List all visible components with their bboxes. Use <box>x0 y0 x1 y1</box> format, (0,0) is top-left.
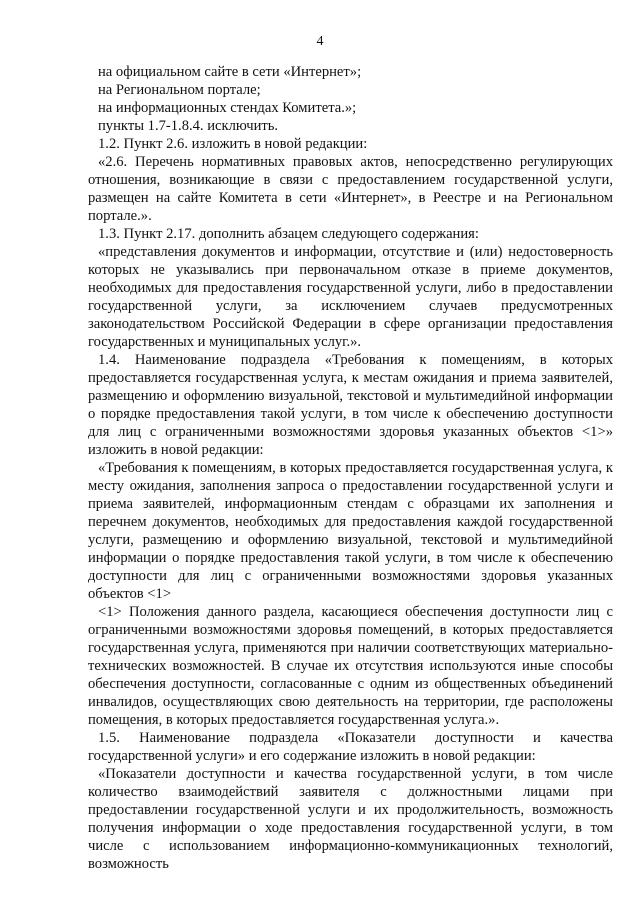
paragraph-1-5: 1.5. Наименование подраздела «Показатели доступности и качества государственной услуги» и его содержание изложить в новой редакции: <box>88 730 613 764</box>
paragraph-item-1: на официальном сайте в сети «Интернет»; <box>98 64 362 80</box>
paragraph-requirements-title: «Требования к помещениям, в которых предоставляется государственная услуга, к месту ожидания, заполнения запроса о предоставлении государственной услуги и приема заявителей, информационным стендам с образцами их заполнения и перечнем документов, необходимых для предоставления каждой государственной услуги, размещению и оформлению визуальной, текстовой и мультимедийной информации о порядке предоставления такой услуги, в том числе к обеспечению доступности для лиц с ограниченными возможностями здоровья указанных объектов <1> <box>88 460 613 602</box>
document-body <box>88 63 613 873</box>
paragraph-item-2: на Региональном портале; <box>98 82 261 98</box>
paragraph-1-4: 1.4. Наименование подраздела «Требования к помещениям, в которых предоставляется государственная услуга, к местам ожидания и приема заявителей, размещению и оформлению визуальной, текстовой и мультимедийной информации о порядке предоставления такой услуги, в том числе к обеспечению доступности для лиц с ограниченными возможностями здоровья указанных объектов <1>» изложить в новой редакции: <box>88 352 613 458</box>
page-number: 4 <box>316 34 324 49</box>
paragraph-footnote-1: <1> Положения данного раздела, касающиеся обеспечения доступности лиц с ограниченными возможностями здоровья помещений, в которых предоставляется государственная услуга, применяются при наличии соответствующих материально-технических возможностей. В случае их отсутствия используются иные способы обеспечения доступности, согласованные с одним из общественных объединений инвалидов, осуществляющих свою деятельность на территории, где расположены помещения, в которых предоставляется государственная услуга.». <box>88 604 613 728</box>
paragraph-1-3: 1.3. Пункт 2.17. дополнить абзацем следующего содержания: <box>98 226 479 242</box>
paragraph-item-4: пункты 1.7-1.8.4. исключить. <box>98 118 279 134</box>
paragraph-2-17-addition: «представления документов и информации, отсутствие и (или) недостоверность которых не указывались при первоначальном отказе в приеме документов, необходимых для предоставления государственной услуги, либо в предоставлении государственной услуги, за исключением случаев предусмотренных законодательством Российской Федерации в сфере организации предоставления государственных и муниципальных услуг.». <box>88 244 613 350</box>
paragraph-1-2: 1.2. Пункт 2.6. изложить в новой редакции: <box>98 136 368 152</box>
paragraph-indicators-text: «Показатели доступности и качества государственной услуги, в том числе количество взаимодействий заявителя с должностными лицами при предоставлении государственной услуги и их продолжительность, возможность получения информации о ходе предоставления государственной услуги, в том числе с использованием информационно-коммуникационных технологий, возможность <box>88 766 613 872</box>
paragraph-2-6-text: «2.6. Перечень нормативных правовых актов, непосредственно регулирующих отношения, возникающие в связи с предоставлением государственной услуги, размещен на сайте Комитета в сети «Интернет», в Реестре и на Региональном портале.». <box>88 154 613 224</box>
paragraph-item-3: на информационных стендах Комитета.»; <box>98 100 357 116</box>
